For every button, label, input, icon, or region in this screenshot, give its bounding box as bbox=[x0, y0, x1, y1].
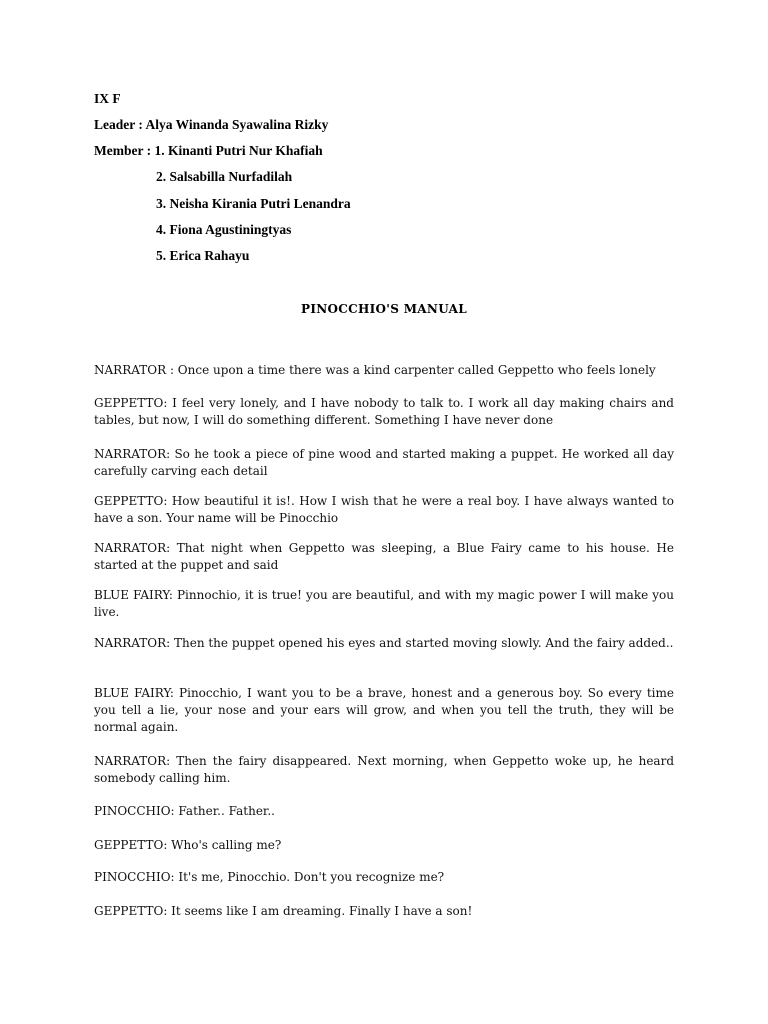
document-title: PINOCCHIO'S MANUAL bbox=[301, 302, 467, 316]
script-line: NARRATOR: So he took a piece of pine wood and started making a puppet. He worked all day carefully carving each detail bbox=[94, 447, 674, 478]
class-label: IX F bbox=[94, 91, 121, 106]
member-line-2: 2. Salsabilla Nurfadilah bbox=[156, 169, 293, 184]
member-line-4: 4. Fiona Agustiningtyas bbox=[156, 222, 292, 237]
script-line: BLUE FAIRY: Pinnochio, it is true! you are beautiful, and with my magic power I will make you live. bbox=[94, 588, 674, 619]
script-line: PINOCCHIO: It's me, Pinocchio. Don't you recognize me? bbox=[94, 870, 445, 884]
member-line-5: 5. Erica Rahayu bbox=[156, 248, 250, 263]
script-line: NARRATOR: Then the puppet opened his eyes and started moving slowly. And the fairy added.. bbox=[94, 636, 674, 650]
script-line: NARRATOR : Once upon a time there was a kind carpenter called Geppetto who feels lonely bbox=[94, 363, 656, 377]
script-line: NARRATOR: Then the fairy disappeared. Next morning, when Geppetto woke up, he heard somebody calling him. bbox=[94, 754, 674, 785]
member-line-3: 3. Neisha Kirania Putri Lenandra bbox=[156, 196, 351, 211]
script-line: GEPPETTO: Who's calling me? bbox=[94, 838, 282, 852]
leader-line: Leader : Alya Winanda Syawalina Rizky bbox=[94, 117, 329, 132]
member-line-1: Member : 1. Kinanti Putri Nur Khafiah bbox=[94, 143, 323, 158]
script-line: BLUE FAIRY: Pinocchio, I want you to be a brave, honest and a generous boy. So every time you tell a lie, your nose and your ears will grow, and when you tell the truth, they will be normal again. bbox=[94, 686, 674, 734]
script-line: NARRATOR: That night when Geppetto was sleeping, a Blue Fairy came to his house. He started at the puppet and said bbox=[94, 541, 674, 572]
script-line: PINOCCHIO: Father.. Father.. bbox=[94, 804, 275, 818]
script-line: GEPPETTO: I feel very lonely, and I have nobody to talk to. I work all day making chairs and tables, but now, I will do something different. Something I have never done bbox=[94, 396, 674, 427]
script-line: GEPPETTO: It seems like I am dreaming. Finally I have a son! bbox=[94, 904, 473, 918]
script-line: GEPPETTO: How beautiful it is!. How I wish that he were a real boy. I have always wanted to have a son. Your name will be Pinocchio bbox=[94, 494, 674, 525]
